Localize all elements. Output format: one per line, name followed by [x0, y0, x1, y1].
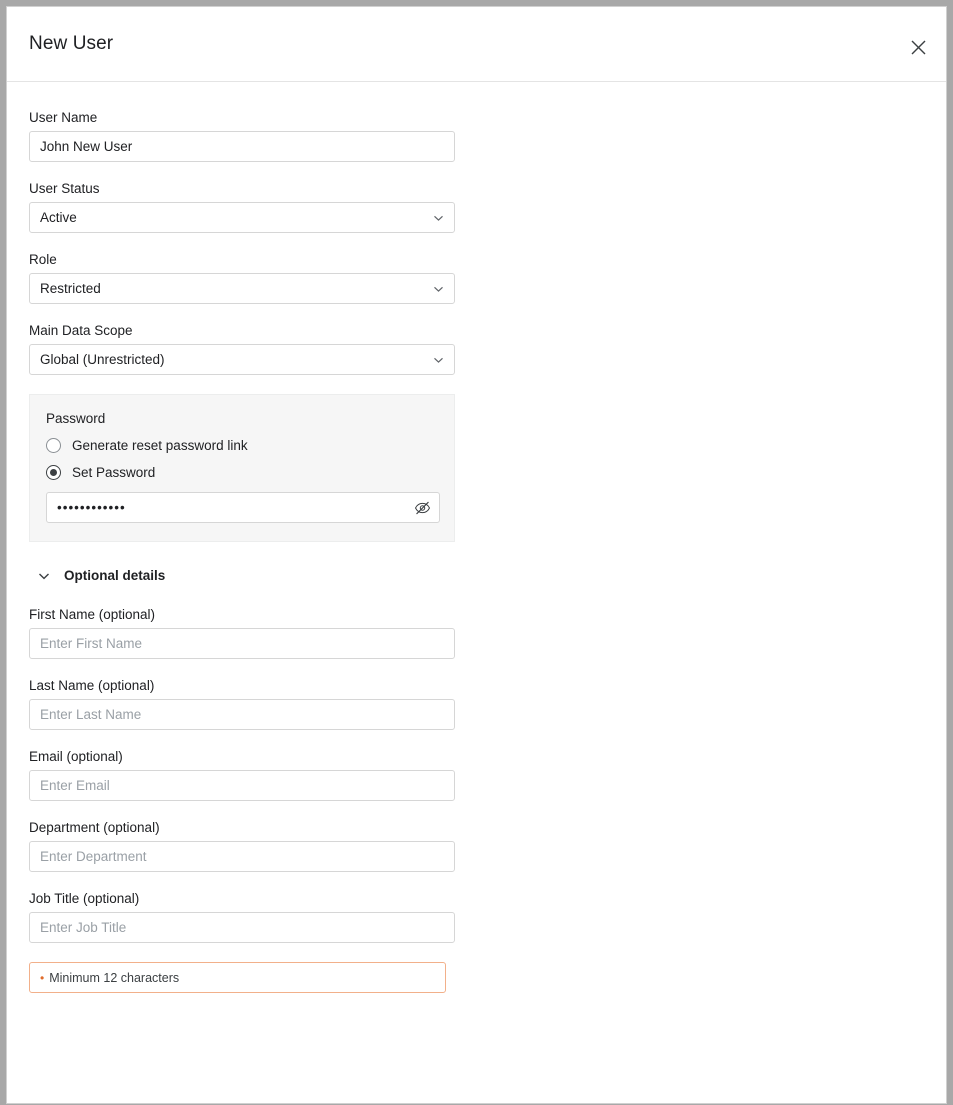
- dialog-header: [7, 7, 946, 82]
- first-name-placeholder: Enter First Name: [40, 636, 143, 651]
- close-icon[interactable]: [904, 33, 932, 61]
- optional-details-toggle[interactable]: [37, 568, 924, 583]
- user-name-label: User Name: [29, 110, 98, 125]
- field-user-name: [29, 110, 924, 162]
- last-name-input[interactable]: [29, 699, 455, 730]
- last-name-placeholder: Enter Last Name: [40, 707, 142, 722]
- department-placeholder: Enter Department: [40, 849, 147, 864]
- field-user-status: [29, 181, 924, 233]
- radio-set-password[interactable]: [46, 465, 438, 480]
- validation-message-text: Minimum 12 characters: [49, 970, 180, 985]
- field-main-data-scope: [29, 323, 924, 375]
- radio-generate-reset-link-label: Generate reset password link: [72, 438, 248, 453]
- field-first-name: [29, 607, 924, 659]
- email-input[interactable]: [29, 770, 455, 801]
- job-title-label: Job Title (optional): [29, 891, 140, 906]
- error-bullet-icon: •: [40, 970, 45, 985]
- user-status-value: Active: [40, 210, 77, 225]
- job-title-placeholder: Enter Job Title: [40, 920, 127, 935]
- main-data-scope-value: Global (Unrestricted): [40, 352, 165, 367]
- password-value: ••••••••••••: [57, 500, 126, 515]
- role-select[interactable]: [29, 273, 455, 304]
- department-label: Department (optional): [29, 820, 160, 835]
- new-user-dialog: [6, 6, 947, 1104]
- first-name-label: First Name (optional): [29, 607, 156, 622]
- chevron-down-icon: [37, 569, 51, 583]
- field-role: [29, 252, 924, 304]
- password-section-title: Password: [46, 411, 106, 426]
- radio-set-password-label: Set Password: [72, 465, 156, 480]
- user-name-input[interactable]: [29, 131, 455, 162]
- eye-off-icon[interactable]: [414, 499, 431, 516]
- chevron-down-icon: [432, 353, 445, 366]
- role-label: Role: [29, 252, 57, 267]
- main-data-scope-select[interactable]: [29, 344, 455, 375]
- field-job-title: [29, 891, 924, 943]
- user-name-value: John New User: [40, 139, 133, 154]
- user-status-label: User Status: [29, 181, 100, 196]
- password-input[interactable]: [46, 492, 440, 523]
- page-title: New User: [29, 33, 114, 54]
- email-placeholder: Enter Email: [40, 778, 110, 793]
- field-department: [29, 820, 924, 872]
- job-title-input[interactable]: [29, 912, 455, 943]
- email-label: Email (optional): [29, 749, 123, 764]
- optional-details-label: Optional details: [64, 568, 166, 583]
- main-data-scope-label: Main Data Scope: [29, 323, 133, 338]
- password-section: [29, 394, 455, 542]
- department-input[interactable]: [29, 841, 455, 872]
- role-value: Restricted: [40, 281, 101, 296]
- last-name-label: Last Name (optional): [29, 678, 155, 693]
- radio-generate-reset-link[interactable]: [46, 438, 438, 453]
- first-name-input[interactable]: [29, 628, 455, 659]
- chevron-down-icon: [432, 211, 445, 224]
- validation-message: [29, 962, 446, 993]
- field-last-name: [29, 678, 924, 730]
- field-email: [29, 749, 924, 801]
- dialog-body: [7, 82, 946, 993]
- radio-selected-icon: [46, 465, 61, 480]
- radio-icon: [46, 438, 61, 453]
- user-status-select[interactable]: [29, 202, 455, 233]
- chevron-down-icon: [432, 282, 445, 295]
